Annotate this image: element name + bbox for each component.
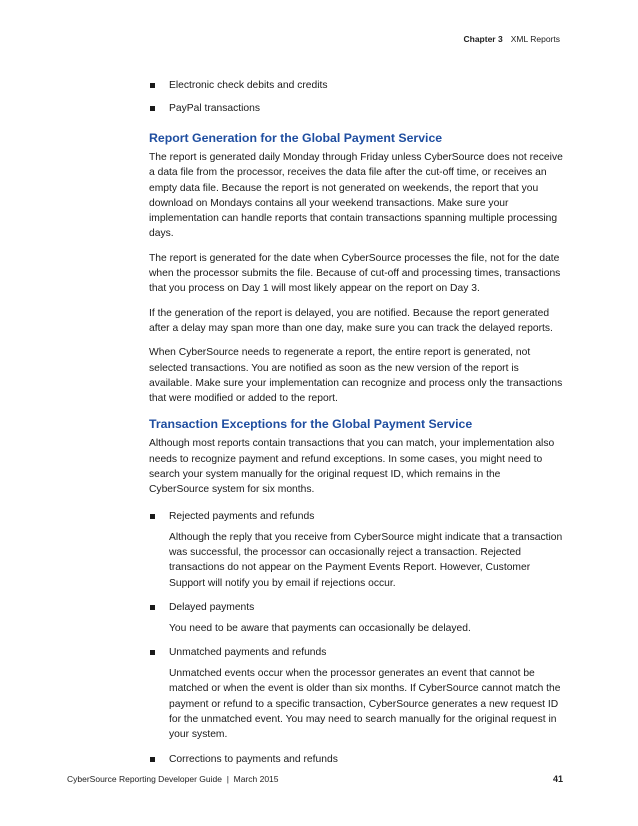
page-content [149, 79, 563, 767]
section-heading-report-generation: Report Generation for the Global Payment Service [149, 131, 443, 145]
chapter-label: Chapter 3 [463, 34, 503, 44]
chapter-title: XML Reports [510, 34, 560, 44]
running-header [463, 34, 560, 44]
exception-item [149, 601, 563, 636]
exception-description: You need to be aware that payments can occasionally be delayed. [169, 622, 471, 634]
exception-label: Rejected payments and refunds [149, 510, 563, 524]
exception-description: Unmatched events occur when the processor generates an event that cannot be matched or when the event is older than six months. If CyberSource cannot match the payment or refund to a specific transaction, CyberSource generates a new request ID for the unmatched event. You may need to search manually for the original request in your system. [169, 668, 561, 741]
bullet-item: PayPal transactions [149, 102, 563, 116]
bullet-item: Electronic check debits and credits [149, 79, 563, 93]
paragraph: Although most reports contain transactions that you can match, your implementation also needs to recognize payment and refund exceptions. In some cases, you might need to search your system manually for the original request ID, which remains in the CyberSource system for six months. [149, 438, 555, 496]
paragraph: When CyberSource needs to regenerate a report, the entire report is generated, not selected transactions. You are notified as soon as the new version of the report is available. Make sure your implementation can recognize and process only the transactions that were modified or added to the report. [149, 347, 563, 405]
paragraph: The report is generated for the date when CyberSource processes the file, not for the date when the processor submits the file. Because of cut-off and processing times, transactions that you process on Day 1 will most likely appear on the report on Day 3. [149, 252, 561, 295]
exception-label: Unmatched payments and refunds [149, 646, 563, 660]
exception-description: Although the reply that you receive from CyberSource might indicate that a transaction was successful, the processor can occasionally reject a transaction. Rejected transactions do not appear on the Payment Events Report. However, Customer Support will notify you by email if rejections occur. [169, 531, 563, 589]
page-number: 41 [552, 774, 563, 784]
paragraph: The report is generated daily Monday through Friday unless CyberSource does not receive a data file from the processor, receives the data file after the cut-off time, or receives an empty data file. Because the report is not generated on weekends, the report that you download on Mondays contains all your weekend transactions. Make sure your implementation can handle reports that contain transactions spanning multiple processing days. [149, 152, 563, 240]
exception-item [149, 510, 563, 591]
page-footer [67, 774, 563, 784]
paragraph: If the generation of the report is delayed, you are notified. Because the report generated after a delay may span more than one day, make sure you can track the delayed reports. [149, 307, 553, 334]
footer-text: CyberSource Reporting Developer Guide | March 2015 [67, 774, 279, 784]
exception-label: Corrections to payments and refunds [149, 753, 563, 767]
exception-item [149, 753, 563, 767]
exception-item [149, 646, 563, 742]
section-heading-transaction-exceptions: Transaction Exceptions for the Global Payment Service [149, 417, 473, 432]
exception-label: Delayed payments [149, 601, 563, 615]
